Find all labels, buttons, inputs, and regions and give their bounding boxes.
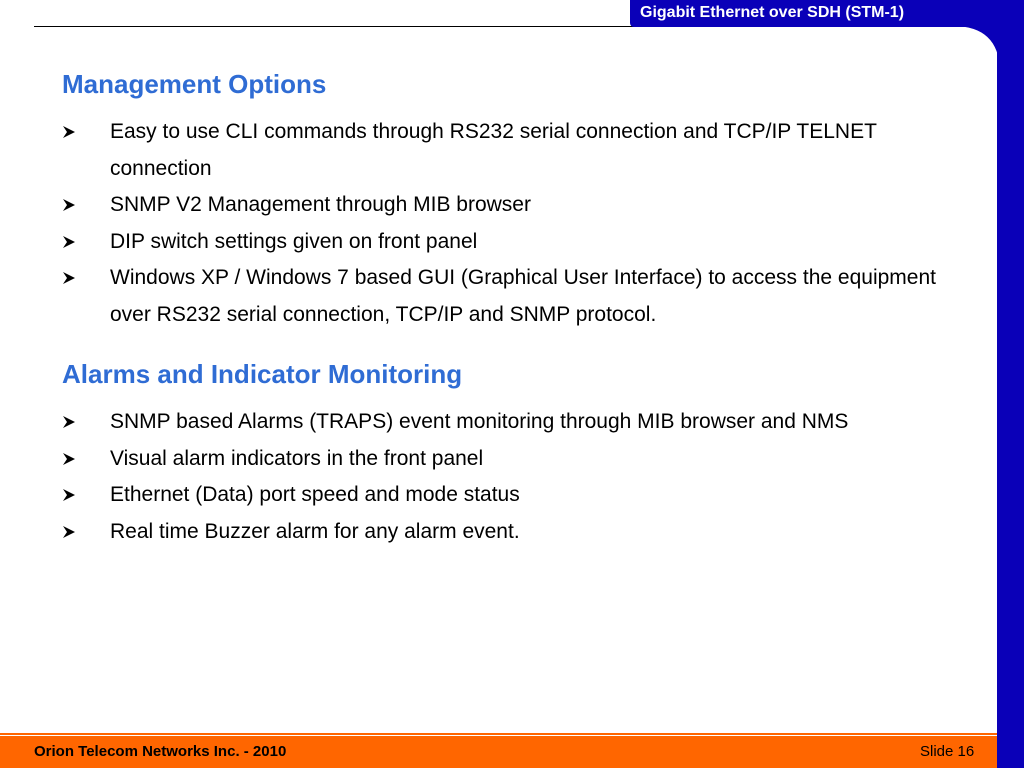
bullet-text: Easy to use CLI commands through RS232 serial connection and TCP/IP TELNET connection bbox=[110, 120, 877, 180]
list-item bbox=[62, 404, 962, 441]
footer-company: Orion Telecom Networks Inc. - 2010 bbox=[34, 743, 287, 760]
footer-divider bbox=[0, 735, 997, 736]
list-item bbox=[62, 114, 962, 187]
slide-number: Slide 16 bbox=[920, 743, 975, 760]
arrow-bullet-icon bbox=[62, 525, 76, 539]
bullet-text: Real time Buzzer alarm for any alarm event. bbox=[110, 519, 520, 543]
arrow-bullet-icon bbox=[62, 125, 76, 139]
footer-bar bbox=[0, 733, 997, 768]
arrow-bullet-icon bbox=[62, 271, 76, 285]
bullet-text: SNMP based Alarms (TRAPS) event monitoring through MIB browser and NMS bbox=[110, 410, 849, 433]
header-divider bbox=[34, 26, 634, 27]
management-options-list bbox=[62, 114, 962, 333]
bullet-text: Ethernet (Data) port speed and mode status bbox=[110, 483, 520, 506]
arrow-bullet-icon bbox=[62, 452, 76, 466]
section-heading-alarms: Alarms and Indicator Monitoring bbox=[62, 359, 463, 389]
list-item bbox=[62, 441, 962, 478]
bullet-text: SNMP V2 Management through MIB browser bbox=[110, 193, 531, 216]
arrow-bullet-icon bbox=[62, 415, 76, 429]
header-corner-curve bbox=[940, 0, 1000, 70]
presentation-title: Gigabit Ethernet over SDH (STM-1) bbox=[640, 4, 905, 21]
list-item bbox=[62, 477, 962, 514]
arrow-bullet-icon bbox=[62, 235, 76, 249]
alarms-monitoring-list bbox=[62, 404, 962, 550]
list-item bbox=[62, 187, 962, 224]
list-item bbox=[62, 514, 962, 551]
section-heading-management: Management Options bbox=[62, 69, 327, 99]
list-item bbox=[62, 224, 962, 261]
right-side-bar bbox=[997, 0, 1024, 768]
bullet-text: Visual alarm indicators in the front panel bbox=[110, 446, 484, 470]
arrow-bullet-icon bbox=[62, 198, 76, 212]
arrow-bullet-icon bbox=[62, 488, 76, 502]
list-item bbox=[62, 260, 962, 333]
bullet-text: DIP switch settings given on front panel bbox=[110, 229, 478, 253]
bullet-text: Windows XP / Windows 7 based GUI (Graphical User Interface) to access the equipment over RS232 serial connection, TCP/IP and SNMP protocol. bbox=[110, 266, 936, 326]
